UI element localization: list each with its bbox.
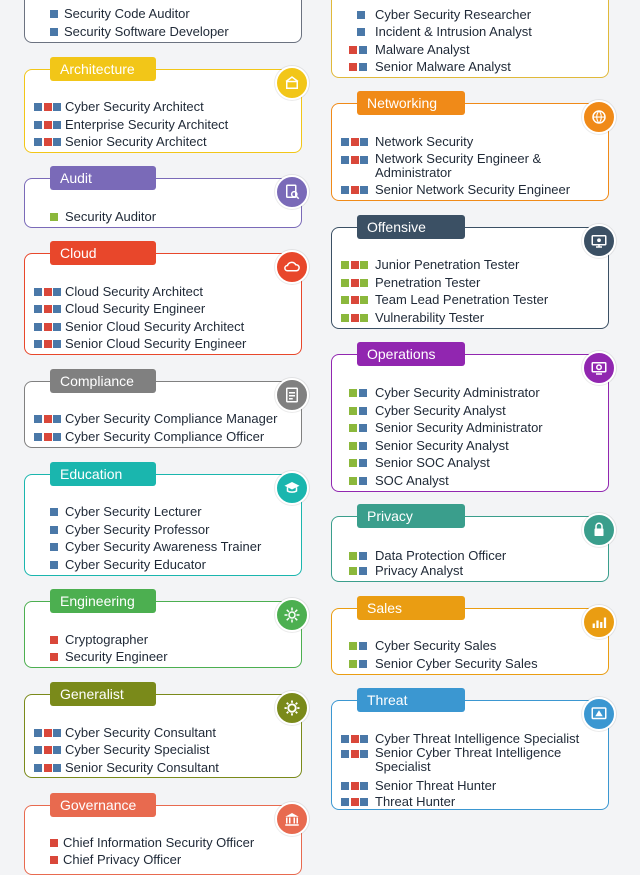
role-label: Senior Threat Hunter (375, 778, 497, 793)
role-label: Cyber Security Researcher (375, 7, 532, 22)
role-marker (360, 186, 368, 194)
category-title-sales: Sales (357, 596, 465, 620)
role-marker (53, 138, 61, 146)
role-marker (351, 296, 359, 304)
audit-icon (275, 175, 309, 209)
role-marker (351, 750, 359, 758)
role-marker (44, 764, 52, 772)
category-title-architecture: Architecture (50, 57, 156, 81)
role-marker (53, 764, 61, 772)
role-label: Team Lead Penetration Tester (375, 292, 549, 307)
role-marker (53, 415, 61, 423)
role-marker (50, 28, 58, 36)
role-marker (349, 424, 357, 432)
role-marker (359, 407, 367, 415)
role-label: Vulnerability Tester (375, 310, 485, 325)
role-label: Cyber Security Compliance Manager (65, 411, 278, 426)
role-marker (359, 389, 367, 397)
role-marker (50, 856, 58, 864)
role-label: Penetration Tester (375, 275, 481, 290)
role-marker (44, 288, 52, 296)
role-marker (44, 729, 52, 737)
role-label: Senior Cloud Security Engineer (65, 336, 247, 351)
role-label: Cryptographer (65, 632, 149, 647)
role-label: Senior Security Administrator (375, 420, 543, 435)
role-label: Cyber Security Sales (375, 638, 497, 653)
role-marker (351, 279, 359, 287)
role-marker (357, 11, 365, 19)
role-marker (351, 186, 359, 194)
role-marker (341, 261, 349, 269)
role-label: Cyber Security Consultant (65, 725, 217, 740)
compliance-icon (275, 378, 309, 412)
role-marker (50, 526, 58, 534)
role-label: Malware Analyst (375, 42, 470, 57)
role-marker (349, 63, 357, 71)
role-marker (351, 735, 359, 743)
role-marker (351, 798, 359, 806)
category-title-compliance: Compliance (50, 369, 156, 393)
role-marker (44, 433, 52, 441)
role-marker (341, 138, 349, 146)
role-marker (360, 296, 368, 304)
role-marker (349, 660, 357, 668)
role-marker (351, 782, 359, 790)
gear-icon (275, 691, 309, 725)
role-marker (349, 567, 357, 575)
role-label: Cyber Security Professor (65, 522, 210, 537)
engineering-icon (275, 598, 309, 632)
role-marker (359, 459, 367, 467)
role-marker (50, 213, 58, 221)
role-marker (341, 156, 349, 164)
role-label: Network Security Engineer & Administrator (375, 151, 542, 180)
role-label: Security Engineer (65, 649, 168, 664)
role-label: Senior Security Analyst (375, 438, 509, 453)
role-label: Data Protection Officer (375, 548, 507, 563)
role-marker (341, 296, 349, 304)
role-marker (341, 279, 349, 287)
role-label: Senior Cyber Threat Intelligence Specialist (375, 745, 562, 774)
role-marker (341, 750, 349, 758)
role-marker (341, 735, 349, 743)
role-label: Senior Cloud Security Architect (65, 319, 245, 334)
category-title-generalist: Generalist (50, 682, 156, 706)
role-marker (34, 305, 42, 313)
network-icon (582, 100, 616, 134)
role-marker (34, 323, 42, 331)
category-title-offensive: Offensive (357, 215, 465, 239)
role-marker (53, 288, 61, 296)
role-marker (53, 305, 61, 313)
role-marker (349, 46, 357, 54)
role-label: Senior Security Architect (65, 134, 207, 149)
role-label: Cyber Security Awareness Trainer (65, 539, 262, 554)
category-title-audit: Audit (50, 166, 156, 190)
role-marker (50, 10, 58, 18)
role-marker (44, 746, 52, 754)
role-marker (349, 642, 357, 650)
role-marker (34, 415, 42, 423)
category-title-engineering: Engineering (50, 589, 156, 613)
category-title-cloud: Cloud (50, 241, 156, 265)
offensive-icon (582, 224, 616, 258)
role-marker (341, 186, 349, 194)
role-label: Senior Security Consultant (65, 760, 219, 775)
role-marker (360, 156, 368, 164)
role-marker (50, 543, 58, 551)
role-marker (349, 442, 357, 450)
category-title-governance: Governance (50, 793, 156, 817)
role-marker (53, 103, 61, 111)
role-label: Senior SOC Analyst (375, 455, 490, 470)
role-marker (349, 407, 357, 415)
role-marker (50, 508, 58, 516)
role-label: Security Auditor (65, 209, 157, 224)
role-marker (359, 567, 367, 575)
role-marker (360, 782, 368, 790)
role-label: Senior Malware Analyst (375, 59, 511, 74)
category-title-education: Education (50, 462, 156, 486)
role-label: SOC Analyst (375, 473, 449, 488)
role-marker (44, 138, 52, 146)
role-marker (360, 798, 368, 806)
cloud-icon (275, 250, 309, 284)
role-marker (360, 138, 368, 146)
role-marker (44, 103, 52, 111)
category-title-networking: Networking (357, 91, 465, 115)
role-label: Enterprise Security Architect (65, 117, 229, 132)
role-marker (34, 433, 42, 441)
role-marker (351, 138, 359, 146)
role-marker (53, 746, 61, 754)
role-marker (349, 477, 357, 485)
role-marker (44, 121, 52, 129)
role-marker (53, 729, 61, 737)
role-marker (360, 261, 368, 269)
role-label: Privacy Analyst (375, 563, 464, 578)
role-label: Junior Penetration Tester (375, 257, 520, 272)
role-marker (50, 839, 58, 847)
role-label: Senior Network Security Engineer (375, 182, 571, 197)
graduation-cap-icon (275, 471, 309, 505)
role-marker (53, 121, 61, 129)
role-marker (34, 138, 42, 146)
role-marker (359, 477, 367, 485)
role-marker (359, 424, 367, 432)
role-marker (34, 103, 42, 111)
role-marker (359, 660, 367, 668)
role-marker (357, 28, 365, 36)
role-marker (53, 323, 61, 331)
role-marker (360, 750, 368, 758)
role-marker (341, 782, 349, 790)
role-marker (359, 442, 367, 450)
role-marker (359, 63, 367, 71)
role-label: Cyber Threat Intelligence Specialist (375, 731, 580, 746)
role-label: Security Software Developer (64, 24, 229, 39)
role-label: Chief Privacy Officer (63, 852, 182, 867)
governance-icon (275, 802, 309, 836)
role-label: Cyber Security Analyst (375, 403, 506, 418)
role-marker (359, 46, 367, 54)
chart-icon (582, 605, 616, 639)
role-marker (360, 314, 368, 322)
role-label: Threat Hunter (375, 794, 456, 809)
role-label: Cyber Security Administrator (375, 385, 540, 400)
category-title-operations: Operations (357, 342, 465, 366)
role-marker (44, 340, 52, 348)
role-label: Cyber Security Specialist (65, 742, 210, 757)
threat-icon (582, 697, 616, 731)
role-marker (360, 279, 368, 287)
role-label: Chief Information Security Officer (63, 835, 255, 850)
role-label: Cloud Security Engineer (65, 301, 206, 316)
role-label: Cyber Security Compliance Officer (65, 429, 265, 444)
role-marker (34, 729, 42, 737)
role-marker (34, 340, 42, 348)
role-marker (34, 764, 42, 772)
role-marker (359, 552, 367, 560)
role-marker (50, 561, 58, 569)
role-label: Cloud Security Architect (65, 284, 204, 299)
role-marker (349, 552, 357, 560)
role-marker (53, 433, 61, 441)
role-marker (341, 314, 349, 322)
category-title-privacy: Privacy (357, 504, 465, 528)
category-title-threat: Threat (357, 688, 465, 712)
role-label: Cyber Security Architect (65, 99, 204, 114)
role-marker (351, 156, 359, 164)
role-marker (359, 642, 367, 650)
role-marker (349, 459, 357, 467)
role-label: Cyber Security Lecturer (65, 504, 202, 519)
role-marker (360, 735, 368, 743)
role-marker (44, 323, 52, 331)
role-marker (34, 746, 42, 754)
role-marker (351, 261, 359, 269)
role-marker (44, 305, 52, 313)
role-marker (341, 798, 349, 806)
architecture-icon (275, 66, 309, 100)
role-marker (50, 653, 58, 661)
role-label: Senior Cyber Security Sales (375, 656, 538, 671)
role-marker (53, 340, 61, 348)
role-label: Cyber Security Educator (65, 557, 206, 572)
role-marker (351, 314, 359, 322)
operations-icon (582, 351, 616, 385)
role-marker (34, 121, 42, 129)
role-marker (349, 389, 357, 397)
role-label: Network Security (375, 134, 474, 149)
role-marker (44, 415, 52, 423)
role-marker (34, 288, 42, 296)
role-label: Incident & Intrusion Analyst (375, 24, 532, 39)
role-label: Security Code Auditor (64, 6, 190, 21)
lock-icon (582, 513, 616, 547)
role-marker (50, 636, 58, 644)
